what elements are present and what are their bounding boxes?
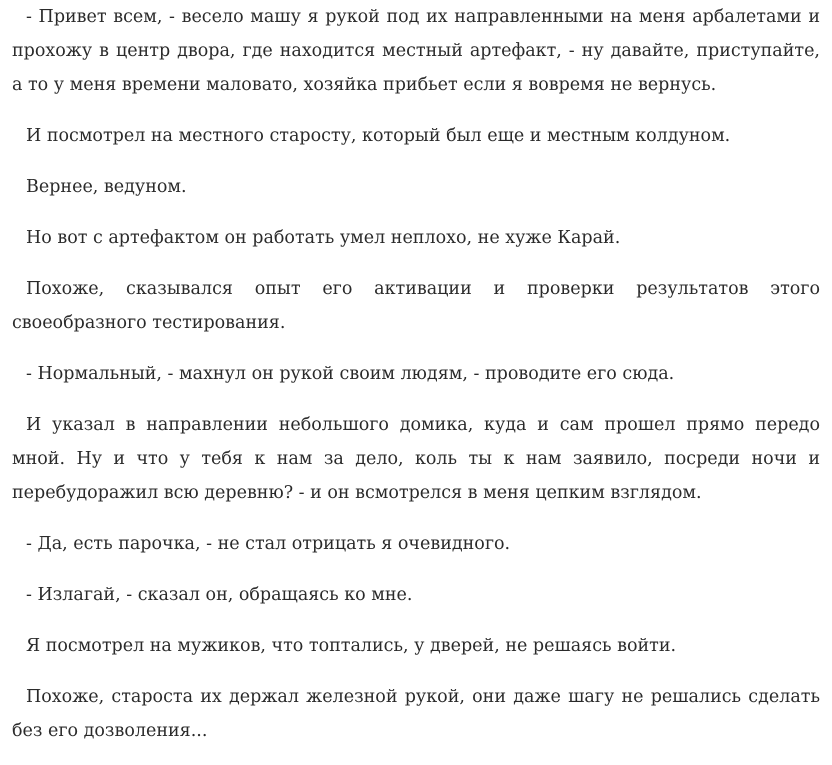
paragraph-4: Но вот с артефактом он работать умел неплохо, не хуже Карай. — [26, 228, 621, 248]
paragraph-10: Я посмотрел на мужиков, что топтались, у дверей, не решаясь войти. — [26, 636, 677, 656]
paragraph-9: - Излагай, - сказал он, обращаясь ко мне. — [26, 585, 413, 605]
paragraph-2: И посмотрел на местного старосту, который был еще и местным колдуном. — [26, 126, 731, 146]
paragraph-6: - Нормальный, - махнул он рукой своим людям, - проводите его сюда. — [26, 364, 675, 384]
paragraph-5: Похоже, сказывался опыт его активации и проверки результатов этого своеобразного тестирования. — [12, 279, 820, 333]
document-body — [12, 0, 820, 765]
paragraph-8: - Да, есть парочка, - не стал отрицать я очевидного. — [26, 534, 511, 554]
paragraph-3: Вернее, ведуном. — [26, 177, 187, 197]
paragraph-11: Похоже, староста их держал железной рукой, они даже шагу не решались сделать без его дозволения... — [12, 687, 820, 741]
paragraph-7: И указал в направлении небольшого домика, куда и сам прошел прямо передо мной. Ну и что у тебя к нам за дело, коль ты к нам заявило, посреди ночи и перебудоражил всю деревню? - и он всмотрелся в меня цепким взглядом. — [12, 415, 820, 503]
paragraph-1: - Привет всем, - весело машу я рукой под их направленными на меня арбалетами и прохожу в центр двора, где находится местный артефакт, - ну давайте, приступайте, а то у меня времени маловато, хозяйка прибьет если я вовремя не вернусь. — [12, 7, 820, 95]
